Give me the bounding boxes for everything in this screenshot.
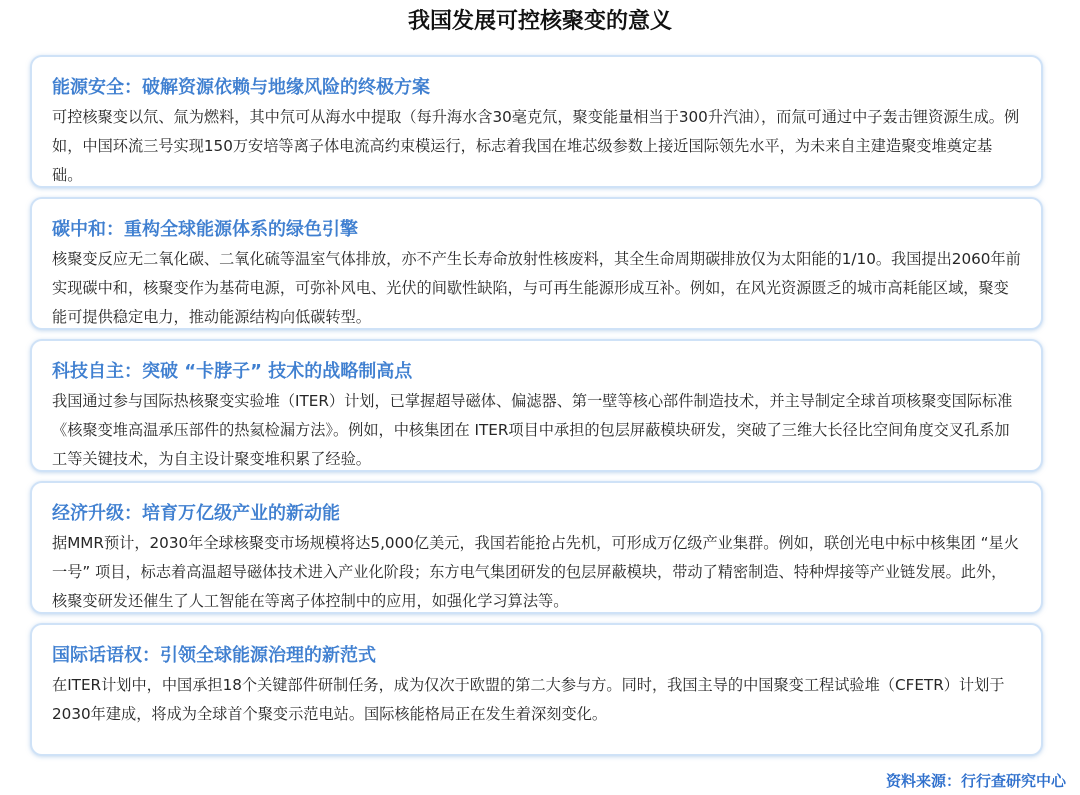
card-body: 核聚变反应无二氧化碳、二氧化硫等温室气体排放，亦不产生长寿命放射性核废料，其全生命周期碳排放仅为太阳能的1/10。我国提出2060年前实现碳中和，核聚变作为基荷电源，可弥补风电、光伏的间歇性缺陷，与可再生能源形成互补。例如，在风光资源匮乏的城市高耗能区域，聚变能可提供稳定电力，推动能源结构向低碳转型。 xyxy=(52,250,1021,326)
card-title: 碳中和：重构全球能源体系的绿色引擎 xyxy=(52,219,358,240)
card-carbon-neutral xyxy=(30,197,1043,330)
source-note: 资料来源：行行查研究中心 xyxy=(885,772,1066,790)
card-title: 科技自主：突破 “卡脖子” 技术的战略制高点 xyxy=(52,361,413,382)
page-title: 我国发展可控核聚变的意义 xyxy=(407,9,672,34)
card-body: 在ITER计划中，中国承担18个关键部件研制任务，成为仅次于欧盟的第二大参与方。同时，我国主导的中国聚变工程试验堆（CFETR）计划于2030年建成，将成为全球首个聚变示范电站。国际核能格局正在发生着深刻变化。 xyxy=(52,676,1005,723)
card-body: 可控核聚变以氘、氚为燃料，其中氘可从海水中提取（每升海水含30毫克氘，聚变能量相当于300升汽油），而氚可通过中子轰击锂资源生成。例如，中国环流三号实现150万安培等离子体电流高约束模运行，标志着我国在堆芯级参数上接近国际领先水平，为未来自主建造聚变堆奠定基础。 xyxy=(52,108,1020,184)
card-tech-independence xyxy=(30,339,1043,472)
card-economic-upgrade xyxy=(30,481,1043,614)
card-title: 能源安全：破解资源依赖与地缘风险的终极方案 xyxy=(52,77,430,98)
card-title: 国际话语权：引领全球能源治理的新范式 xyxy=(52,645,376,666)
card-international-voice xyxy=(30,623,1043,756)
card-energy-security xyxy=(30,55,1043,188)
card-title: 经济升级：培育万亿级产业的新动能 xyxy=(52,503,340,524)
card-body: 据MMR预计，2030年全球核聚变市场规模将达5,000亿美元，我国若能抢占先机，可形成万亿级产业集群。例如，联创光电中标中核集团 “星火一号” 项目，标志着高温超导磁体技术进入产业化阶段；东方电气集团研发的包层屏蔽模块，带动了精密制造、特种焊接等产业链发展。此外，核聚变研发还催生了人工智能在等离子体控制中的应用，如强化学习算法等。 xyxy=(52,534,1019,610)
card-body: 我国通过参与国际热核聚变实验堆（ITER）计划，已掌握超导磁体、偏滤器、第一壁等核心部件制造技术，并主导制定全球首项核聚变国际标准《核聚变堆高温承压部件的热氦检漏方法》。例如，中核集团在 ITER项目中承担的包层屏蔽模块研发，突破了三维大长径比空间角度交叉孔系加工等关键技术，为自主设计聚变堆积累了经验。 xyxy=(52,392,1013,468)
